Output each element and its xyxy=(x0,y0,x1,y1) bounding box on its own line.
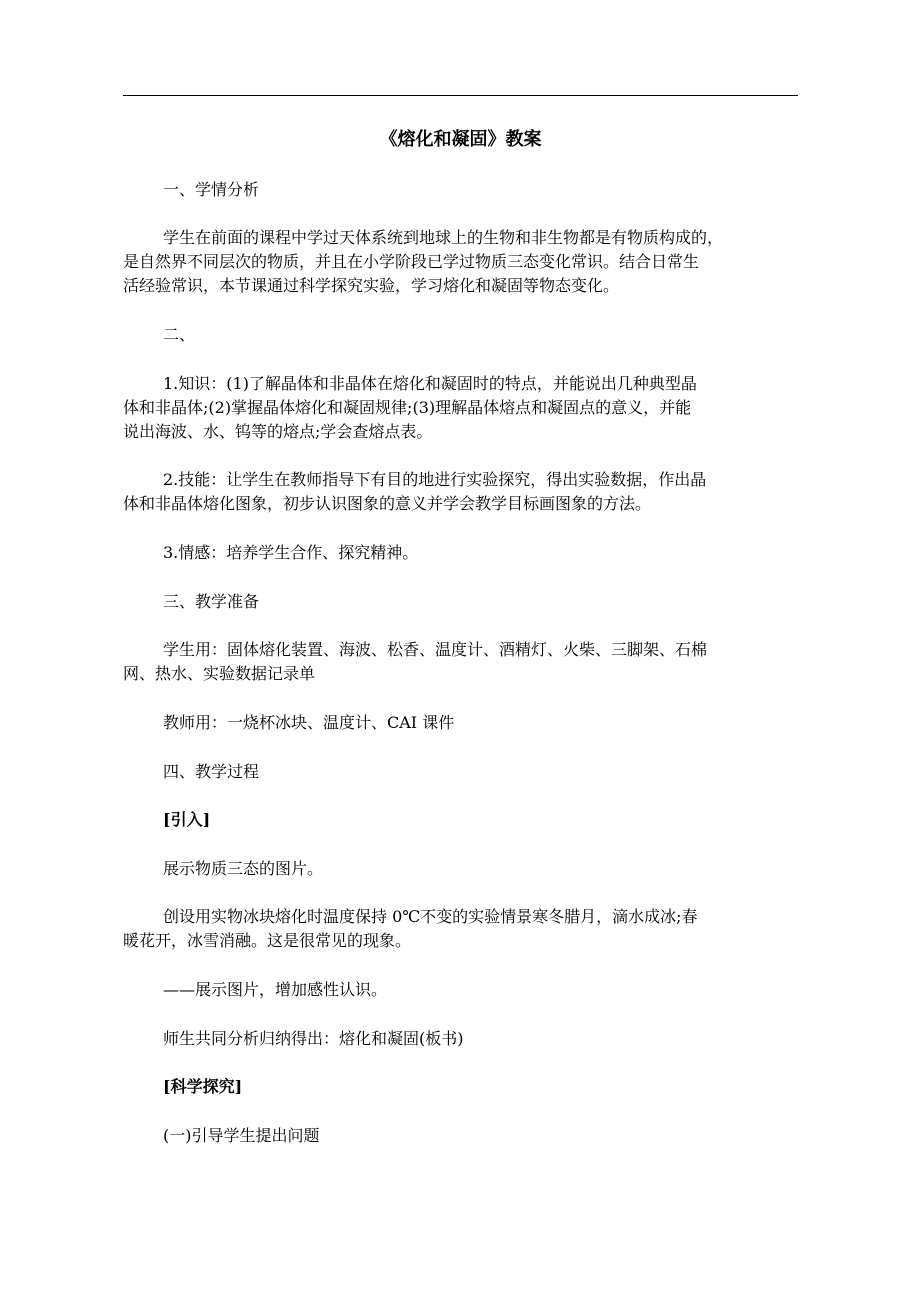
section-heading-preparation xyxy=(123,590,798,614)
section-heading-learning-analysis xyxy=(123,178,798,202)
paragraph-line: 体和非晶体熔化图象，初步认识图象的意义并学会教学目标画图象的方法。 xyxy=(123,494,652,513)
paragraph-line: 是自然界不同层次的物质，并且在小学阶段已学过物质三态变化常识。结合日常生 xyxy=(123,252,700,271)
label-scientific-inquiry xyxy=(123,1075,798,1099)
paragraph-line: ——展示图片，增加感性认识。 xyxy=(163,980,388,999)
paragraph-line: 说出海波、水、钨等的熔点;学会查熔点表。 xyxy=(123,422,433,441)
paragraph-emotion xyxy=(123,541,798,565)
label-introduction xyxy=(123,808,798,832)
paragraph-summary xyxy=(123,1027,798,1051)
paragraph-line: 2.技能：让学生在教师指导下有目的地进行实验探究，得出实验数据，作出晶 xyxy=(163,470,707,489)
document-title: 《熔化和凝固》教案 xyxy=(379,129,542,150)
paragraph-scenario xyxy=(123,905,798,953)
paragraph-line: 学生用：固体熔化装置、海波、松香、温度计、酒精灯、火柴、三脚架、石棉 xyxy=(163,640,708,659)
section-heading-process xyxy=(123,760,798,784)
paragraph-show-images xyxy=(123,978,798,1002)
paragraph-student-materials xyxy=(123,638,798,686)
paragraph-line: (一)引导学生提出问题 xyxy=(163,1126,320,1145)
paragraph-line: 暖花开，冰雪消融。这是很常见的现象。 xyxy=(123,931,412,950)
header-rule xyxy=(123,95,798,96)
paragraph-line: 学生在前面的课程中学过天体系统到地球上的生物和非生物都是有物质构成的， xyxy=(163,228,724,247)
paragraph-skills xyxy=(123,468,798,516)
paragraph-show-pictures xyxy=(123,857,798,881)
paragraph-line: 1.知识：(1)了解晶体和非晶体在熔化和凝固时的特点，并能说出几种典型晶 xyxy=(163,374,697,393)
paragraph-guide-question xyxy=(123,1124,798,1148)
paragraph-line: 教师用：一烧杯冰块、温度计、CAI 课件 xyxy=(163,713,455,732)
bracket-label: [引入] xyxy=(163,810,211,829)
paragraph-line: 活经验常识，本节课通过科学探究实验，学习熔化和凝固等物态变化。 xyxy=(123,276,620,295)
paragraph-line: 创设用实物冰块熔化时温度保持 0℃不变的实验情景寒冬腊月，滴水成冰;春 xyxy=(163,907,698,926)
paragraph-line: 体和非晶体;(2)掌握晶体熔化和凝固规律;(3)理解晶体熔点和凝固点的意义，并能 xyxy=(123,398,692,417)
paragraph-line: 网、热水、实验数据记录单 xyxy=(123,664,316,683)
paragraph-line: 展示物质三态的图片。 xyxy=(163,859,324,878)
paragraph-line: 3.情感：培养学生合作、探究精神。 xyxy=(163,543,419,562)
paragraph-learning-analysis xyxy=(123,226,798,298)
paragraph-knowledge xyxy=(123,372,798,444)
paragraph-line: 师生共同分析归纳得出：熔化和凝固(板书) xyxy=(163,1029,464,1048)
bracket-label: [科学探究] xyxy=(163,1077,243,1096)
section-heading-text: 四、教学过程 xyxy=(163,762,260,781)
section-heading-text: 二、 xyxy=(163,325,196,344)
section-heading-two xyxy=(123,323,798,347)
section-heading-text: 三、教学准备 xyxy=(163,592,260,611)
section-heading-text: 一、学情分析 xyxy=(163,180,260,199)
paragraph-teacher-materials xyxy=(123,711,798,735)
